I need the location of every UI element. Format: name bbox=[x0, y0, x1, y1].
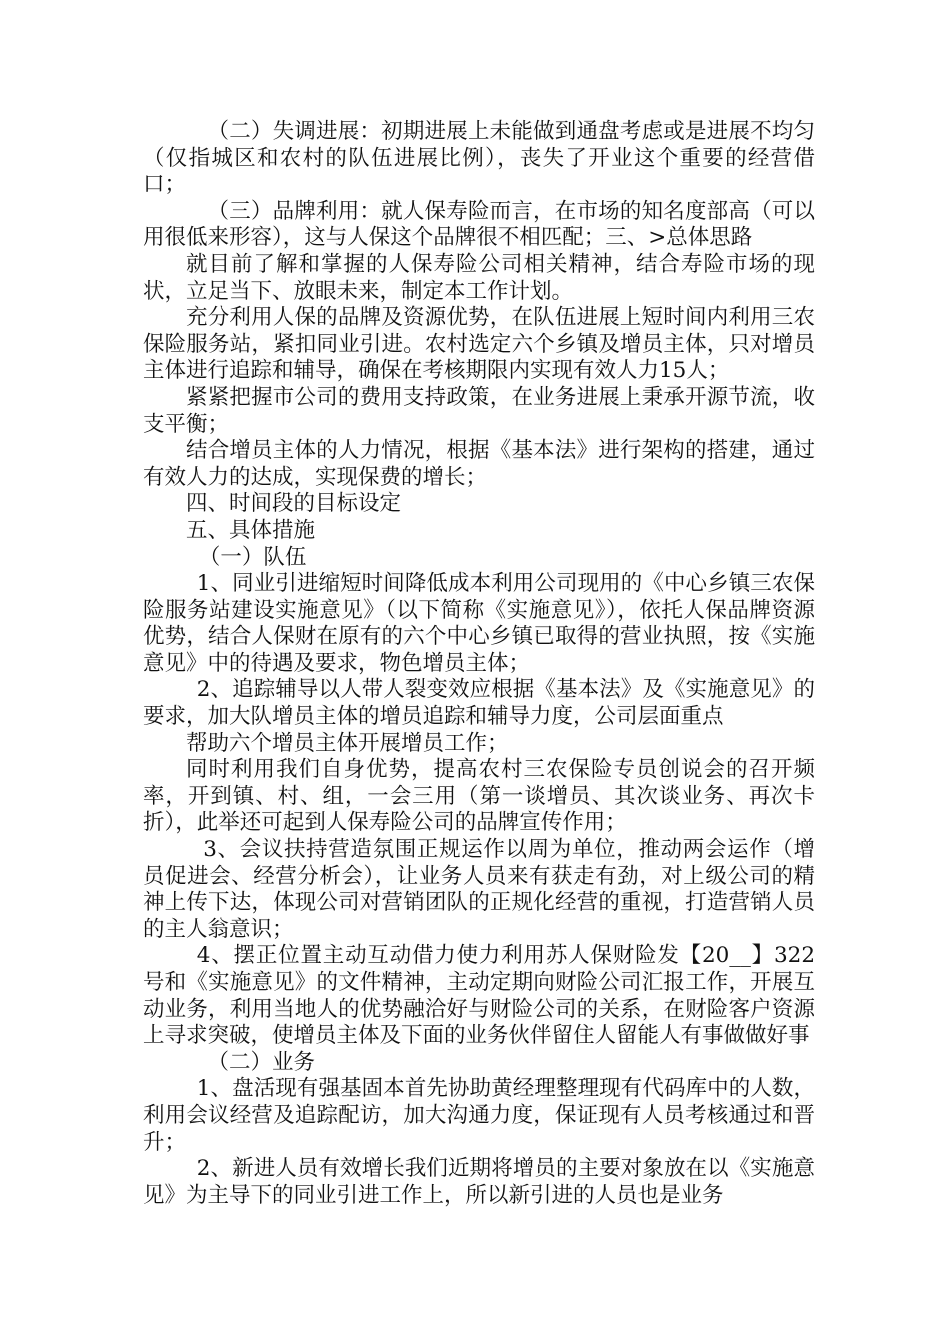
paragraph-16: （二）业务 bbox=[207, 1049, 316, 1075]
document-page bbox=[143, 119, 815, 1209]
paragraph-17: 1、盘活现有强基固本首先协助黄经理整理现有代码库中的人数，利用会议经营及追踪配访，加大沟通力度，保证现有人员考核通过和晋升； bbox=[143, 1076, 815, 1155]
paragraph-12: 帮助六个增员主体开展增员工作； bbox=[186, 730, 509, 756]
paragraph-5: 紧紧把握市公司的费用支持政策，在业务进展上秉承开源节流，收支平衡； bbox=[143, 384, 815, 437]
paragraph-8: 五、具体措施 bbox=[186, 517, 316, 543]
paragraph-9: （一）队伍 bbox=[198, 544, 307, 570]
paragraph-15: 4、摆正位置主动互动借力使力利用苏人保财险发【20__】322号和《实施意见》的文件精神，主动定期向财险公司汇报工作，开展互动业务，利用当地人的优势融洽好与财险公司的关系，在财险客户资源上寻求突破，使增员主体及下面的业务伙伴留住人留能人有事做做好事 bbox=[143, 943, 815, 1049]
paragraph-1: （二）失调进展：初期进展上未能做到通盘考虑或是进展不均匀（仅指城区和农村的队伍进展比例），丧失了开业这个重要的经营借口； bbox=[143, 119, 815, 198]
paragraph-3: 就目前了解和掌握的人保寿险公司相关精神，结合寿险市场的现状，立足当下、放眼未来，制定本工作计划。 bbox=[143, 251, 815, 304]
paragraph-2: （三）品牌利用：就人保寿险而言，在市场的知名度部高（可以用很低来形容），这与人保这个品牌很不相匹配；三、>总体思路 bbox=[143, 198, 815, 251]
paragraph-14: 3、会议扶持营造氛围正规运作以周为单位，推动两会运作（增员促进会、经营分析会），让业务人员来有获走有劲，对上级公司的精神上传下达，体现公司对营销团队的正规化经营的重视，打造营销人员的主人翁意识； bbox=[143, 837, 815, 942]
paragraph-18: 2、新进人员有效增长我们近期将增员的主要对象放在以《实施意见》为主导下的同业引进工作上，所以新引进的人员也是业务 bbox=[143, 1156, 815, 1208]
paragraph-4: 充分利用人保的品牌及资源优势，在队伍进展上短时间内利用三农保险服务站，紧扣同业引进。农村选定六个乡镇及增员主体，只对增员主体进行追踪和辅导，确保在考核期限内实现有效人力15人； bbox=[143, 305, 815, 384]
paragraph-10: 1、同业引进缩短时间降低成本利用公司现用的《中心乡镇三农保险服务站建设实施意见》（以下简称《实施意见》），依托人保品牌资源优势，结合人保财在原有的六个中心乡镇已取得的营业执照，按《实施意见》中的待遇及要求，物色增员主体； bbox=[143, 571, 815, 676]
paragraph-11: 2、追踪辅导以人带人裂变效应根据《基本法》及《实施意见》的要求，加大队增员主体的增员追踪和辅导力度，公司层面重点 bbox=[143, 677, 815, 730]
paragraph-13: 同时利用我们自身优势，提高农村三农保险专员创说会的召开频率，开到镇、村、组，一会三用（第一谈增员、其次谈业务、再次卡折），此举还可起到人保寿险公司的品牌宣传作用； bbox=[143, 757, 815, 836]
paragraph-7: 四、时间段的目标设定 bbox=[186, 491, 402, 517]
paragraph-6: 结合增员主体的人力情况，根据《基本法》进行架构的搭建，通过有效人力的达成，实现保费的增长； bbox=[143, 438, 815, 490]
